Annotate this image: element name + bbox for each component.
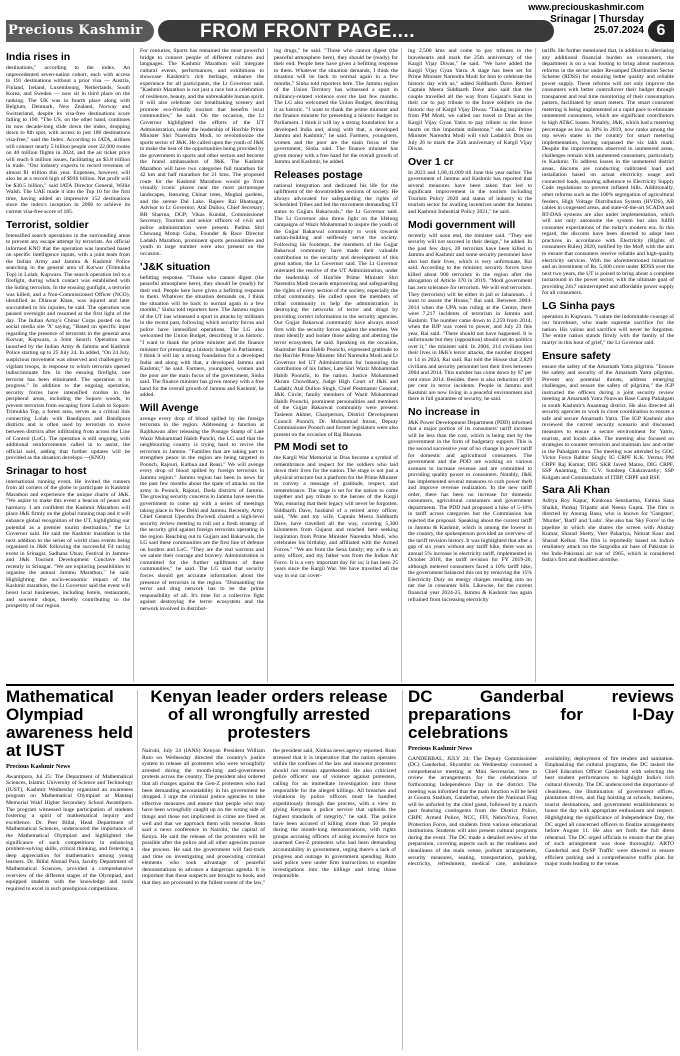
- column-rule: [133, 48, 134, 682]
- article-body: For centuries, Sports has remained the most powerful bridge to connect people of different cultures and languages. The Kashmir Marathon will integrate cultural events, performances, and exhibitions to showcase Kashmir's rich heritage, enhance the experience for all participants, the Lt Governor said. "Kashmir Marathon is not just a race but a celebration of resilience, beauty, and the unbreakable human spirit. It will also celebrate our breathtaking scenery and promote eco-friendly tourism that benefits local communities," he said. On the occasion, the Lt Governor highlighted the efforts of the UT Administration, under the leadership of Hon'ble Prime Minister Shri Narendra Modi, to revolutionize the sports sector of J&K. He called upon the youth of J&K to make the best of the opportunities being provided by the government in sports and other sectors and become the brand ambassadors of J&K. The Kashmir Marathon will have two categories full marathon for 42 km and half marathon for 21 kms. The proposed route for the Kashmir Marathon would go from visually iconic places near the most picturesque landscapes, featuring Chinar trees, Mughal gardens, and the serene Dal Lake. Rajeev Rai Bhatnagar, Advisor to Lt Governor; Atal Dulloo, Chief Secretary; BR Sharma, DGP; Vikas Kundal, Commissioner Secretary, Tourism and senior officers of civil and police administration were present. Padma Shri Chewang Motup Goba, Founder & Race Director Ladakh Marathon, prominent sports personalities and youth in large number were also present on the occasion.: [140, 48, 264, 257]
- article-headline[interactable]: India rises in: [6, 51, 71, 63]
- page-number: 6: [648, 20, 674, 42]
- article-headline[interactable]: Releases postage: [274, 168, 363, 181]
- story-byline: Precious Kashmir News: [6, 763, 71, 770]
- story-body: GANDERBAL, JULY 24: The Deputy Commissioner (DC) Ganderbal, Shyambir on Wednesday convened a comprehensive meeting at Mini Secretariat, here to review the arrangements for the celebrations of forthcoming Independence Day in the district. The meeting was informed that the main function will be held at Gounta Stadium, Ganderbal, where the National Flag will be unfurled by the chief guest, followed by a march past featuring contingents from the District Police, CRPF, Armed Police, NCC, FFI, NehruYuva, Forest Protection Force, and students from various educational institutions. Students will also present cultural programs during the event. The DC made a detailed review of the preparation, covering aspects such as the readiness and cleanliness of the main venue, podium arrangements, security measures, seating, transportation, parking, electricity, refreshment, medical care, ambulance availability, deployment of fire tenders and sanitation. Emphasizing the cultural programs, the DC tasked the Chief Education Officer Ganderbal with selecting the best student performances to highlight India's rich cultural diversity. The DC underscored the importance of cleanliness, the illumination of government offices, plantation drives, and flag hoisting at schools, business, tourist destinations, and government establishments to honor the day with appropriate enthusiasm and respect. Highlighting the significance of Independence Day, the DC urged all concerned officers to finalize arrangements before August 11. He also set forth the full dress rehearsal. The DC urged officials to ensure that the plan of such arrangement was done thoroughly. ARTO Ganderbal and DySP Traffic were directed to ensure efficient parking and a comprehensive traffic plan for major roads leading to the venue.: [408, 755, 674, 868]
- issue-date: 25.07.2024: [593, 25, 644, 36]
- city-day: Srinagar | Thursday: [550, 14, 644, 25]
- story-olympiad: [6, 688, 133, 1050]
- article-body: Intensified search operations in the surrounding areas to prevent any escape attempt by terrorists. An official informed KNO that the operation was launched based on specific intelligence inputs, with a joint team from the Indian Army and Jammu & Kashmir Police searching in the general area of Korwar (Trimukha Top) in Lolab, Kupwara. The search operation led to a firefight, during which contact was established with the hiding terrorists. In the ensuing gunfight, a terrorist was killed, and a Non-Commissioned Officer (NCO), identified as Dilawar Khan, was injured and later succumbed to his injuries, he said. The operation was paused overnight and resumed at the first light of the day. The Indian Army's Chinar Corps posted on the social media site 'X' saying, "Based on specific input regarding the presence of terrorists in the general area Korwar, Kupwara, a Joint Search Operation was launched by the Indian Army & Jammu and Kashmir Police starting up to 25 July 24. In added, "On 24 July, suspicious movement was observed and challenged by vigilant troops, in response to which terrorists opened indiscriminate fire. In the ensuing firefight, one terrorist has been eliminated. The operation is in progress." In addition to the ongoing operation, security forces have intensified cordon in the peripheral areas, including the Sopore woods, to prevent terrorists from escaping from Lolab to Sopore. Trimukha Top, a forest area, serves as a critical link connecting Lolab with Bandipora and Bandipora districts and is often used by terrorists to move between districts after infiltrating from across the Line of Control (LoC). The operation is still ongoing, with additional reinforcements called in to assist, the official said, adding that further updates will be provided as the situation develops.—(KNO): [6, 232, 130, 462]
- story-headline[interactable]: DC Ganderbal reviews preparations for I-Day celebrations: [408, 688, 674, 742]
- column-4: [408, 48, 532, 603]
- masthead: [0, 0, 680, 44]
- article-body: recently will soon end, the minister said. "They use security will not succeed in their design," he added. In the past few days, 28 terrorists have been killed in Jammu and Kashmir and some security personnel have also lost their lives, which is very unfortunate, Rai said. According to the minister, security forces have killed about 900 terrorists in the region after the abrogation of Article 370 in 2019. "Modi government has zero tolerance for terrorism. We will end terrorism. They (terrorists) will be either in jail or Jahannum... I want to assure the House," Rai said. Between 2004-2014 when the UPA was ruling at the Centre, there were 7,217 incidents of terrorism in Jammu and Kashmir. The number came down to 2,259 from 2014, when the BJP was voted to power, and July 23 this year, Rai said. "There should not have happened. It is unfortunate but they (opposition) should not do politics over it," the minister said. In 2004, 214 civilians lost their lives in J&K's terror attacks, the number dropped to 14 in 2024, Rai said. Rai told the House that 2,829 civilians and security personnel lost their lives between 2004 and 2014. This number has come down by 67 per cent since 2014. Besides, there is also reduction of 69 per cent in terror incidents. People in Jammu and Kashmir are now living in a peaceful environment and there is full guarantee of security, he said.: [408, 232, 532, 403]
- website-link[interactable]: www.preciouskashmir.com: [528, 2, 644, 12]
- paper-name[interactable]: Precious Kashmir: [8, 23, 143, 38]
- article-body: ing 2,500 kms and come to pay tributes to the bravehearts and mark the 25th anniversary of the Kargil Vijay Diwas," he said. "We have added the Kargil Vijay Gyan Yatra. A stage has been set for Prime Minister Narendra Modi for him to celebrate the historic day with us," added Siddharth Dave. Retired Captain Meera Siddharth Dave also said that the couple travelled all the way from Gujarat's Surat in their car to pay tribute to the brave soldiers on the historic day of Kargil Vijay Diwas. "Taking inspiration from PM Modi, we called our travel to Dras as the Kargil Vijay Gyan Yatra to pay tribute to the brave hearts on this important milestone," she said. Prime Minister Narendra Modi will visit Ladakh's Dras on July 26 to mark the 25th anniversary of Kargil Vijay Diwas.: [408, 48, 532, 153]
- column-5: [542, 48, 674, 564]
- article-body: ensure the safety of the Amarnath Yatra pilgrims. "Ensure the safety and security of the Amarnath Yatra pilgrims. Prevent any potential threats, address emerging challenges, and ensure the safety of pilgrims," the IGP instructed the officers during a joint security review meeting at Amarnath Yatra Nunwan Base Camp Pahalgam in south Kashmir's Anantnag district. He also directed all security agencies to work in close coordination to ensure a safe and secure Amarnath Yatra. The IGP Kashmir also reviewed the current security scenario and discussed measures to ensure a secure environment for Yatris, tourists, and locals alike. The meeting also focused on strategies to counter terrorism and maintain law and order in the Pahalgam area. The meeting was attended by GOC Victor Force Rabbir Singh; IG CRPF K.K. Verma; PM CRPF Raj Kumar; DIG SKR Javed Matoo, DIG CRPF, SSP Anantnag, Dr. G.V. Sundeep Chakravarthy; SSP Kulgam and Commandants of ITBP, CRPF and BSF.: [542, 363, 674, 481]
- article-body: avenge every drop of blood spilled by the foreign terrorists in the region. Addressing a function at Rajbhawan after releasing the Postage Stamp of Late Wazir Muhammad Habib Punchi, the LG said that the neighbouring country is trying hard to revive the terrorism in Jammu. "Families that are taking part to strengthen peace in the region are being targeted in Poonch, Rajouri, Kathua and Reasi." We will avenge every drop of blood spilled by foreign terrorists in Jammu region." Jammu region has been in news for the past few months about the spate of attacks on the army in Poonch, Rajouri, Doda districts of Jammu. The growing security concerns in Jammu have seen the government to come up with a series of meetings taking place in New Delhi and Jammu. Recently, Army Chief General Upendra Dwivedi chaired a high-level security review meeting to roll out a fresh strategy of the security grid against foreign terrorists operating in the region. Reaching out to Gujjars and Bakarwals, the LG said these communities are the first line of defense on borders and LoC. "They are the real warriors and we salute their courage and bravery. Administration is committed for the further upliftment of these communities," he said. The LG said that security forces should get accurate information about the presence of terrorists in the region. "Dismantling the terror and drug network has to be the prime responsibility of all. It's time for a collective fight against destroying the terror ecosystem and the network involved in distribut-: [140, 415, 264, 612]
- column-3: [274, 48, 398, 580]
- column-rule: [267, 48, 268, 682]
- article-headline[interactable]: Srinagar to host: [6, 464, 87, 477]
- column-rule: [402, 690, 403, 1050]
- article-body: tariffs. He further mentioned that, in addition to alleviating any additional financial burden on consumers, the department is on a war footing to bring about numerous reforms in the sector under Revamped Distribution Sector Scheme (RDSS) for ensuring better quality and reliable power supply. These reforms will not only improve the consumers with better controllover their budget through transparent and real time monitoring of their consumption pattern, facilitated by smart meters. The smart consumer metering is being implemented at a rapid pace to eliminate unmetered consumers, which are significant contributors to high AT&C losses. Notably, J&K, which had a metering percentage as low as 30% in 2019, now ranks among the top seven states in the country for smart metering implementation, having surpassed the six lakh mark. Despite the improvements observed in unmetered areas, challenges remain with unmetered consumers, particularly in Kashmir. To address losses in the unmetered district areas, discoms are conducting calibrated load and installation based on actual electricity usage and connected loads, ensuring adherence to Electricity Supply Code regulations to prevent inflated bills. Additionally, other reforms such as the 100% segregation of agricultural feeders, High Voltage Distribution System (HVDS), AB cables in congested areas, and state-of-the-art SCADA and RT-DAS systems are also under implementation, which will not only autonome the system but also fulfill consumer expectations of the today's modern era. In this regard, the discoms have been directed to adopt best practices in accordance with Electricity (Rights of consumers Rules) 2020, notified by the MoP, with the aim to ensure that consumers receive reliable and high-quality electricity services. With the aforementioned initiatives and an investment of Rs. 5,600 crore under RDSS over the next two years, the UT is poised to bring about a complete turnaround in the power sector, with the ultimate goal of providing 24x7 uninterrupted and affordable power supply for all consumers.: [542, 48, 674, 297]
- article-body: In 2023 and 1,08,41,009 till June this year earlier. The government of Jammu and Kashmir has reported that several measures have been taken that led to significant improvement in the tourism including Tourism Policy 2020 and status of industry to the tourism sector for availing incentives under the Jammu and Kashmir Industrial Policy 2021," he said.: [408, 169, 532, 216]
- article-headline[interactable]: Over 1 cr: [408, 155, 454, 168]
- article-headline[interactable]: 'J&K situation: [140, 260, 211, 273]
- article-body: ing drugs," he said. "Those who cannot digest (the peaceful atmosphere here), they should be (ready) for their end. People here have given a befitting response to them. Whatever the situation demands, I think the situation will be back to normal again in a few months," Sinha told reporters here. The Jammu region of the Union Territory has witnessed a spurt in militancy-related violence over the last few months. The LG also welcomed the Union Budget, describing it as historic. "I want to thank the prime minister and the finance minister for presenting a historic budget in Parliament. I think it will lay a strong foundation for a developed India and, along with that, a developed Jammu and Kashmir," he said. Farmers, youngsters, women and the poor are the main focus of the government, Sinha said. The finance minister has given money with a free hand for the overall growth of Jammu and Kashmir, he added.: [274, 48, 398, 166]
- column-rule: [535, 48, 536, 682]
- section-divider: [6, 684, 674, 686]
- article-headline[interactable]: No increase in: [408, 405, 480, 418]
- column-rule: [401, 48, 402, 682]
- article-headline[interactable]: Sara Ali Khan: [542, 484, 610, 497]
- column-1: [6, 48, 130, 610]
- article-headline[interactable]: Terrorist, soldier: [6, 218, 89, 231]
- story-body: Nairobi, July 24 (IANS) Kenyan President William Ruto on Wednesday directed the country's justice system to release all protesters who were wrongfully arrested during the month-long anti-government protests across the country. The president also ordered that all charges against the Gen-Z protesters who had been demanding accountability in his government be dropped. I urge the criminal justice agencies to take effective measures and ensure that people who may have been wrongfully caught up on the wrong side of things and those not implicated in crime are freed as well and that we approach them with remorse. Ruto said a news conference in Nairobi, the capital of Kenya. He said the release of the protesters will be possible after the police and all other agencies pursue due process. He said the government will fast-track and time on investigating and prosecuting criminal elements who took advantage of peaceful demonstrations to advance a dangerous agenda. It is important that those suspects are brought to book, and that they are processed to the fullest extent of the law," the president said, Xinhua news agency reported. Ruto stressed that it is imperative that the nation operates within the confines of the law and innocent protesters should not remain apprehended. He also criticized police officers' use of violence against protesters, calling for an immediate investigation into those responsible for the alleged killings. All breaches and violations by police officers must be handled expeditiously through due process, with a view to giving Kenyans a police service that upholds the highest standards of integrity," he said. The police have been accused of killing more than 50 people during the month-long demonstrations, with rights groups accusing officers of using excessive force on unarmed Gen-Z protesters who had been demanding accountability in government, urging there's a lack of progress and outrage in government spending. Ruto said police were under firm instructions to expedite investigations into the killings and bring those responsible.: [142, 748, 396, 886]
- article-body: national integration and dedicated his life for the upliftment of the downtrodden sections of society. He always advocated for safeguarding the rights of Scheduled Tribes and led the movement demanding ST status to Gujjars Bakarwals," the Lt Governor said. The Lt Governor also threw light on the lifelong campaigns of Wazir Mohammad to inspire the youth of the Gujjar Bakarwal community to work towards nation-building and selflessly serve the society. Following his footsteps, the members of the Gujjar Bakarwal community have made their valuable contribution to the security and development of this great nation, the Lt Governor said. The Lt Governor reiterated the resolve of the UT Administration, under the leadership of Hon'ble Prime Minister Shri Narendra Modi towards empowering and safeguarding the rights of every section of the society, especially the tribal community. He called upon the members of tribal community to help the administration in destroying the networks of terror and drugs by providing correct information to the security agencies. Our Gujjar Bakarwal community have always stood firm with the security forces against the enemies. We must identify and isolate those aiding and abetting the terror ecosystem, he said. Speaking on the occasion, Shamsher Rana Habib Poonchi, expressed gratitude to the Hon'ble Prime Minister Shri Narendra Modi and Lt Governor led UT Administration for honouring the contribution of his father, Late Shri Wazir Mohammad Habib Poonchi, to the nation. Justice Mohammed Akram Chowdhary, Judge High Court of J&K and Ladakh; Atal Dulloo Singh, Chief Postmaster General, J&K Circle; family members of Wazir Mohammad Habib Poonchi, prominent personalities and members of the Gujjar Bakarwal community were present. Tasleem Akhter, Chairperson, District Development Council Poonch; Dr. Mohammad Imran, Deputy Commissioner Poonch and former legislators were also present on the occasion of Raj Bhawan.: [274, 182, 398, 438]
- article-headline[interactable]: LG Sinha pays: [542, 299, 615, 312]
- section-title: FROM FRONT PAGE....: [200, 21, 415, 42]
- story-headline[interactable]: Kenyan leader orders release of all wrongfully arrested protesters: [150, 688, 388, 742]
- story-kenya: [142, 688, 396, 1050]
- story-byline: Precious Kashmir News: [408, 745, 473, 752]
- dateline: [550, 14, 644, 36]
- story-body-columns: [408, 756, 674, 868]
- article-body: Aditya Roy Kapur, Konkona Sensharma, Fatima Sana Shaikh, Pankaj Tripathi and Neena Gupta. The film is directed by Anurag Basu, who is known for 'Gangster', 'Murder', 'Barfi' and 'Ludo'. She also has 'Sky Force' in the pipeline in which she shares the screen with Akshay Kumar, Sharad Shetty, Veer Pahariya, Nimrat Kaur and Sharad Kelkar. The film is reportedly based on India's retaliatory attack on the Sargodha air base of Pakistan in the Indo-Pakistani air war of 1965, which is considered India's first and deadliest airstrike.: [542, 498, 674, 564]
- article-body: J&K Power Development Department (PDD) informed that a major portion of its consumers' tariff increase will be less than the cost, which is being met by the government in the form of budgetary support. This is the second successive year of no change in power tariff for domestic and agricultural consumers. The government and the PDD are working on various avenues to increase revenue and are committed to providing quality power to consumers. Notably, J&K has implemented several measures to curb power theft and improve revenue realization. In the new tariff order, there has been no increase for domestic consumers, agricultural consumers and government departments. The PDD had proposed a hike of 5-10% in tariff across categories but the Commission has rejected the proposal. Speaking about the current tariff in Jammu & Kashmir, which is among the lowest in the country, the spokesperson provided an overview of the tariff revision history. It was highlighted that after a gap of six years without any tariff hike, there was an annual 5% increase in electricity tariff, implemented in October 2018, the tariff revision for FY 2019-20, although metered consumers faced a 10% tariff hike, the government balanced this out by removing the 15% Electricity Duty on energy charges resulting into no net rise in consumer bills. Likewise, for the current financial year 2024-25, Jammu & Kashmir has again refrained from increasing electricity: [408, 419, 532, 603]
- article-body: befitting response. "Those who cannot digest (the peaceful atmosphere here), they should be (ready) for their end. People here have given a befitting response to them. Whatever the situation demands on, I think the situation will be back to normal again in a few months," Sinha told reporters here. The Jammu region of the UT has witnessed a spurt in attacks by militants in the recent past, following which security forces and police have intensified operations. The LG also welcomed the Union Budget, describing it as historic. "I want to thank the prime minister and the finance minister for presenting a historic budget in Parliament. I think it will lay a strong foundation for a developed India and along with that, a developed Jammu and Kashmir," he said. Farmers, youngsters, women and the poor are the main focus of the government, Sinha said. The finance minister has given money with a free hand for the overall growth of Jammu and Kashmir, he added.: [140, 274, 264, 399]
- column-rule: [137, 690, 138, 1050]
- article-headline[interactable]: Will Avenge: [140, 401, 199, 414]
- article-body: the Kargil War Memorial in Dras become a symbol of remembrance and respect for the soldiers who laid down their lives for the nation. The stage is not just a physical structure but a platform for the Prime Minister to convey a message of gratitude, respect, and remembrance. The stage is set for the nation to come together and pay tribute to the heroes of the Kargil War, ensuring that their legacy will never be forgotten. Siddharth Dave, husband of a retired army officer, said, "Me and my wife, Captain Meera Siddharth Dave, have travelled all the way, covering 5,300 kilometers from Gujarat and reached here seeking inspiration from Prime Minister Narendra Modi, who celebrates his birthday, and affiliated with the Armed Forces." "We are from the Sena family; my wife is an army officer, and my father was from the Indian Air Force. It is a very important day for us; it has been 25 years since the Kargil War. We have travelled all the way in our car cover-: [274, 455, 398, 580]
- story-body-columns: [142, 748, 396, 886]
- article-headline[interactable]: Ensure safety: [542, 349, 611, 362]
- article-headline[interactable]: Modi government will: [408, 218, 516, 231]
- article-body: destinations," according to the index. An unprecedented seven-nation cohort, each with access to 191 destinations without a prior visa — Austria, Finland, Ireland, Luxembourg, Netherlands, South Korea, and Sweden — now sit in third place on the ranking. The UK was in fourth place along with Belgium, Denmark, New Zealand, Norway and Switzerland, despite its visa-free destinations score falling to 190. "The US, on the other hand, continues its now decade-long slide down the index, dropping down to 8th spot, with access to just 186 destinations visa-free," said the Index. According to IATA, airlines will connect nearly 5 billion people over 22,000 routes on 40 million flights in 2024, and the air ticket price will reach 6 million issues, facilitating an $3.8 trillion in trade. "Our industry expects to record revenues of almost $1 trillion this year. Expenses, however, will also be at a record high of $936 billion. Net profit will be $30.5 billion," said IATA Director General, Willie Walsh. The UAE made it into the Top 10 for the first time, having added an impressive 152 destinations since the index's inception in 2006 to achieve its current visa-free score of 185.: [6, 65, 130, 216]
- story-ganderbal: [408, 688, 674, 1050]
- article-headline[interactable]: PM Modi set to: [274, 441, 349, 454]
- article-body: operation in Kupwara. "I salute the indomitable courage of our braveheart, who made supreme sacrifice for the nation. His valour and sacrifice will never be forgotten. The entire nation stands firmly with the family of the martyr in this hour of grief," the Lt Governor said.: [542, 313, 674, 346]
- article-body: international running event. He invited the runners from all corners of the globe to participate in Kashmir Marathon and experience the unique charm of J&K. "We aspire to make this event a beacon of peace and harmony. I am confident the Kashmir Marathon will place J&K firmly on the global running map and it will enhance global recognition of the UT, highlighting our potential as a premier tourist destination," the Lt Governor said. He said the Kashmir marathon is the next addition to the series of world class events being organised in J&K following the successful F4 racing event in Srinagar, Sadhana Utsav, Festival in Jammu- and J&K Tourism Development Conclave held recently in Srinagar. "We are exploring possibilities to organise the annual Jammu Marathon," he said. Highlighting the socio-economic impact of the Kashmir marathon, the Lt Governor said the event will boost local businesses, including hotels, restaurants, and souvenir shops, thereby contributing to the prosperity of our region.: [6, 478, 130, 610]
- story-headline[interactable]: Mathematical Olympiad awareness held at IUST: [6, 688, 133, 760]
- story-body: Awantipora, Jul 25: The Department of Mathematical Sciences, Islamic University of Science and Technology (IUST), Kashmir Wednesday organized an awareness program on Mathematical Olympiad at Mantaqi Memorial Wakf Higher Secondary School Awantipora. The program witnessed huge participation of students fostering a spirit of mathematical inquiry and excellence. Dr. Peer Billal, Head Department of Mathematical Sciences, underscored the importance of the Mathematical Olympiad and highlighted the significance of such competitions in enhancing problem-solving skills, critical thinking, and fostering a deep appreciation for mathematics among young learners. Dr. Billal Ahmad Para, faculty Department of Mathematical Sciences, provided a comprehensive overview of the different stages of the Olympiad, and equipped students with the knowledge and tools required to excel in such prestigious competitions.: [6, 773, 133, 892]
- column-2: [140, 48, 264, 612]
